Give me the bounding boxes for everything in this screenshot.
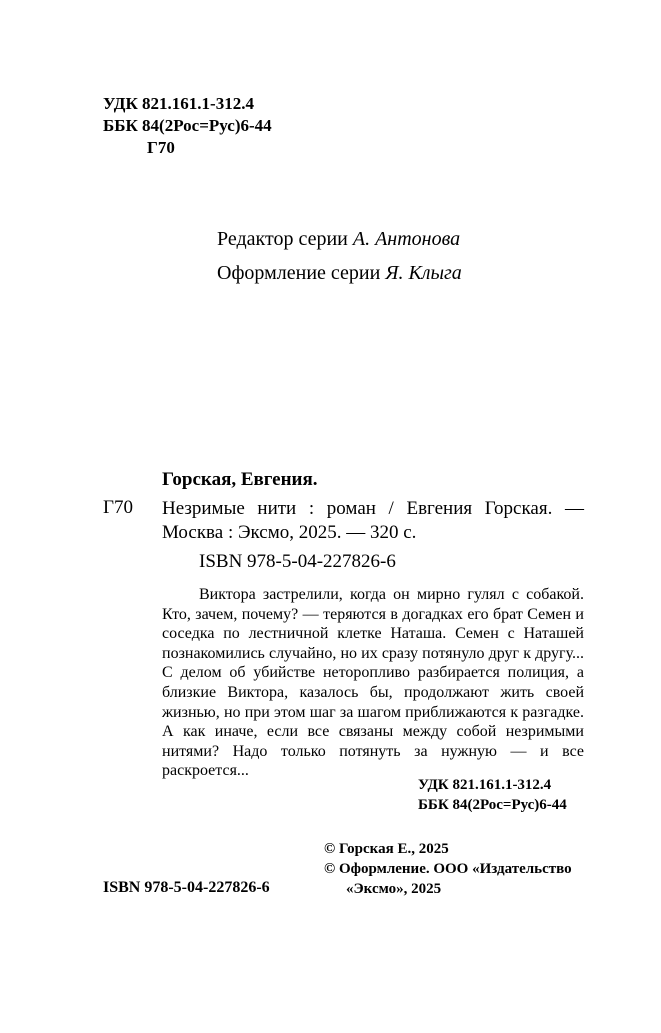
- annotation-text: Виктора застрелили, когда он мирно гулял с собакой. Кто, зачем, почему? — теряются в догадках его брат Семен и соседка по лестничной клетке Наташа. Семен с Наташей познакомились случайно, но их сразу потянуло друг к другу... С делом об убийстве неторопливо разбирается полиция, а близкие Виктора, казалось бы, продолжают жить своей жизнью, но при этом шаг за шагом приближаются к разгадке. А как иначе, если все связаны между собой незримыми нитями? Надо только потянуть за нужную — и все раскроется...: [162, 586, 584, 780]
- series-design-label: Оформление серии: [217, 262, 381, 284]
- header-bbk: ББК 84(2Рос=Рус)6-44: [103, 116, 272, 135]
- header-classification: [103, 93, 272, 159]
- catalog-author-mark: Г70: [103, 497, 133, 518]
- series-editor-label: Редактор серии: [217, 228, 348, 250]
- copyright-design-cont: «Эксмо», 2025: [346, 881, 442, 897]
- footer-classification: [418, 775, 567, 815]
- footer-bbk: ББК 84(2Рос=Рус)6-44: [418, 797, 567, 813]
- series-editor-name: А. Антонова: [352, 228, 461, 250]
- copyright-author: © Горская Е., 2025: [324, 841, 449, 857]
- catalog-author: Горская, Евгения.: [162, 469, 318, 490]
- catalog-description: Незримые нити : роман / Евгения Горская. — Москва : Эксмо, 2025. — 320 с.: [162, 498, 584, 543]
- series-editor-line: [217, 228, 460, 251]
- footer-udk: УДК 821.161.1-312.4: [418, 777, 552, 793]
- header-author-mark: Г70: [147, 138, 175, 157]
- series-design-name: Я. Клыга: [385, 262, 462, 284]
- header-udk: УДК 821.161.1-312.4: [103, 94, 254, 113]
- copyright-design: © Оформление. ООО «Издательство: [324, 861, 572, 877]
- copyright-block: [324, 839, 572, 899]
- catalog-isbn: ISBN 978-5-04-227826-6: [199, 551, 396, 572]
- series-design-line: [217, 262, 462, 285]
- footer-isbn: ISBN 978-5-04-227826-6: [103, 879, 270, 896]
